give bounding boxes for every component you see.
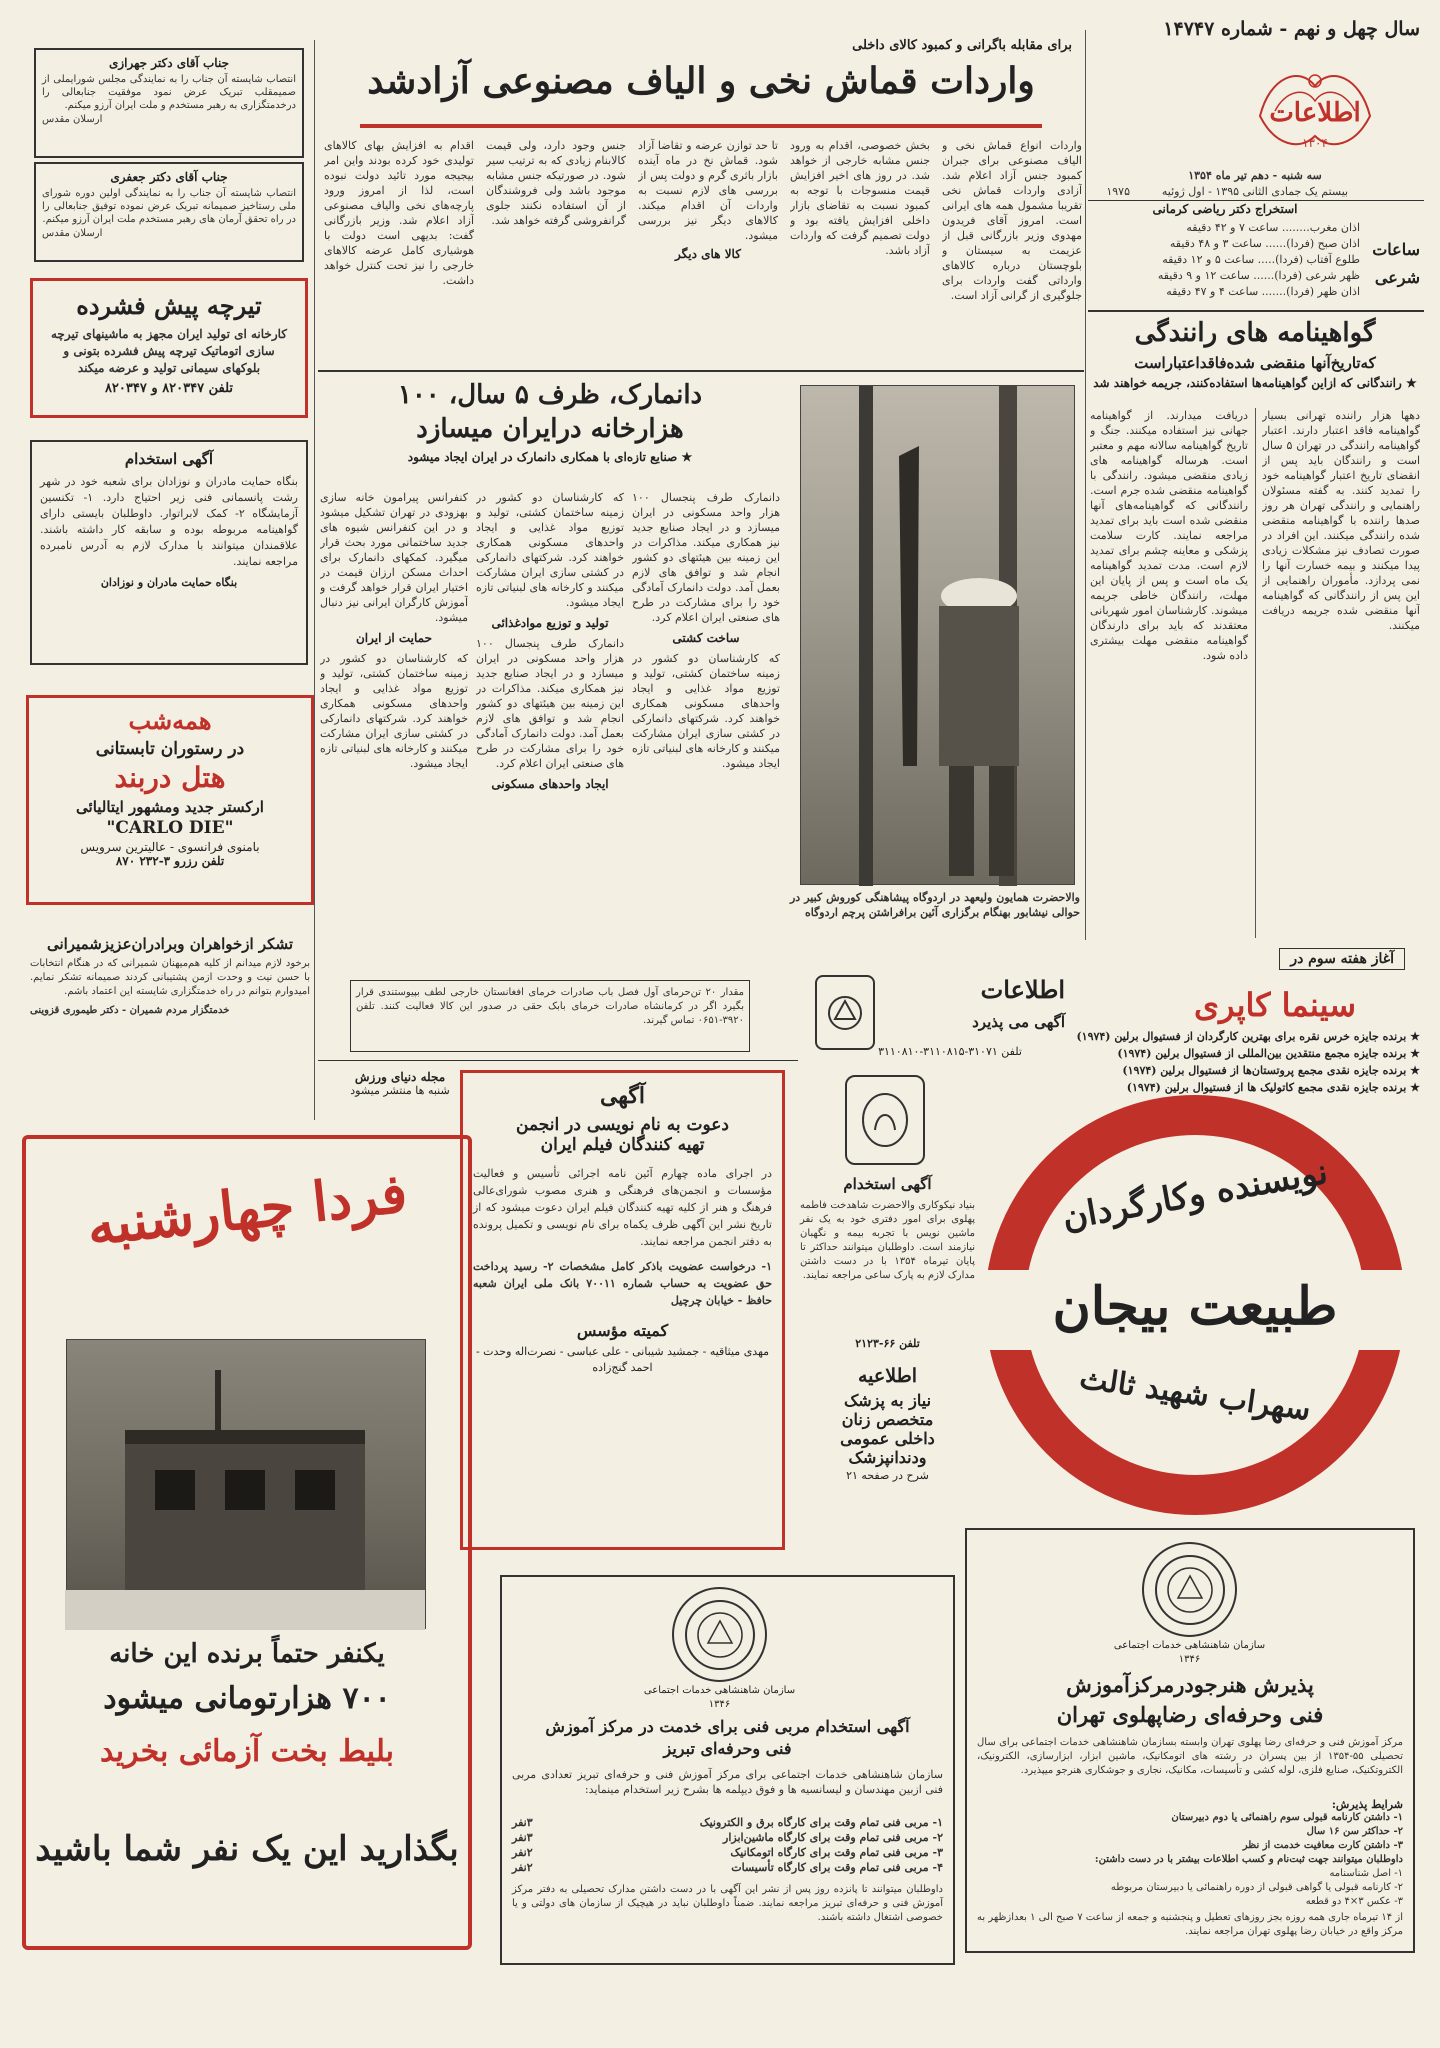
cinema-awards [1040, 1028, 1420, 1096]
licenses-subtitle-2: ★ رانندگانی که ازاین گواهینامه‌ها استفاده‌کنند، جریمه خواهند شد [1093, 376, 1417, 390]
licenses-col-1: دهها هزار راننده تهرانی بسیار گواهینامه فاقد اعتبار دارند. اعتبار گواهینامه رانندگی در تهران ۵ سال است و رانندگان باید پس از انقضای تاریخ اعتبار گواهینامه خود را تمدید کنند. به گفته مسئولان راهنمایی و رانندگی تهران هر روز صدها راننده با گواهینامه منقضی شده رانندگی میکنند. این افراد در صورت تصادف نیز مشکلات زیادی پیدا میکنند و بیمه خسارت آنها را نمی پردازد. مأموران راهنمایی از این پس از رانندگانی که گواهینامه آنها منقضی شده جریمه دریافت میکنند. [1262, 409, 1420, 632]
date-year: ۱۹۷۵ [1106, 185, 1130, 198]
hiring-ad-body: بنیاد نیکوکاری والاحضرت شاهدخت فاطمه پهلوی برای امور دفتری خود به یک نفر ماشین نویس با تجربه بیمه و نگهبان نیازمند است. داوطلبان میتوانند حداکثر تا پایان تیرماه ۱۳۵۴ با در دست داشتن مدارک لازم به پارک ساعی مراجعه نمایند. [800, 1200, 976, 1281]
flag-raising-photo-icon [799, 386, 1074, 886]
sport-note-title: مجله دنیای ورزش [354, 1070, 446, 1084]
tabriz-row-item: ۴- مربی فنی تمام وقت برای کارگاه تأسیسات [731, 1861, 943, 1874]
tabriz-row-count: ۲نفر [512, 1861, 533, 1874]
foundation-emblem-icon [857, 1090, 913, 1150]
tabriz-ad-org-year: ۱۳۴۶ [708, 1699, 731, 1710]
house-illustration-icon [65, 1340, 425, 1630]
denmark-subhead: ساخت کشتی [672, 631, 740, 645]
denmark-col: که کارشناسان دو کشور در زمینه ساختمان کشتی، تولید و توزیع مواد غذایی و ایجاد واحدهای مسکونی همکاری خواهند کرد. شرکتهای دانمارکی در کشتی سازی ایران مشارکت میکنند و کارخانه های لبنیاتی تازه ایجاد میشود. [632, 652, 780, 770]
doctor-ad-title: اطلاعیه [858, 1365, 917, 1387]
lead-col: اقدام به افزایش بهای کالاهای تولیدی خود کرده بودند واین امر بیجیجه مورد تائید دولت نبوده است، لذا از امروز ورود پارچه‌های نخی والیاف مصنوعی آزاد اعلام شد. وزیر بازرگانی گفت: بدیهی است دولت با هوشیاری کامل عرضه کالاهای خارجی را نیز تحت کنترل خواهد داشت. [324, 139, 474, 287]
film-ad-footer: کمیته مؤسس [576, 1321, 669, 1340]
daycare-ad [30, 440, 308, 665]
date-line-1: سه شنبه - دهم تیر ماه ۱۳۵۴ [1188, 169, 1322, 182]
lead-headline: واردات قماش نخی و الیاف مصنوعی آزادشد [367, 60, 1035, 102]
dates-export-note-text: مقدار ۲۰ تن‌حرمای آول فصل باب صادرات خرمای افغانستان خارجی لطف بپیوستندی قرار بگیرد اگر در کرمانشاه صادرات خرمای بابک حقی در صدور این کالا فعالیت کنند. تلفن ۳۹۲۰-۰۶۵۱ تماس گیرند. [356, 987, 744, 1026]
lead-kicker: برای مقابله باگرانی و کمبود کالای داخلی [852, 38, 1072, 53]
emblem-icon [825, 993, 865, 1033]
tabriz-ad-title-2: فنی وحرفه‌ای تبریز [663, 1739, 792, 1758]
restaurant-ad-line4: ارکستر جدید ومشهور ایتالیائی [76, 798, 264, 816]
tehran-ad-condition: ۱- اصل شناسنامه [1329, 1868, 1403, 1879]
stamp-bottom-text: سهراب شهید ثالث [1077, 1360, 1313, 1429]
lottery-line2: ۷۰۰ هزارتومانی میشود [103, 1681, 391, 1716]
tabriz-row-item: ۳- مربی فنی تمام وقت برای کارگاه اتومکانیک [730, 1846, 943, 1859]
cinema-tag: آغاز هفته سوم در [1279, 948, 1405, 970]
sport-note-body: شنبه ها منتشر میشود [350, 1084, 450, 1097]
tire-ad-title: تیرچه پیش فشرده [76, 291, 262, 320]
tabriz-ad-row [512, 1830, 943, 1845]
congrats-ad-title: جناب آقای دکتر جهرازی [108, 56, 230, 70]
film-ad-subtitle-2: تهیه کنندگان فیلم ایران [540, 1135, 705, 1155]
congrats-ad-signature: ارسلان مقدس [42, 228, 103, 239]
logo-year: ۱۳۰۴ [1302, 136, 1328, 150]
cinema-title: سینما کاپری [1193, 986, 1357, 1024]
tire-ad-body: کارخانه ای تولید ایران مجهز به ماشینهای تیرچه سازی اتوماتیک تیرچه پیش فشرده بتونی و بلوکهای سیمانی تولید و عرضه میکند [50, 327, 288, 375]
prayer-label-times: ساعات [1372, 240, 1420, 259]
lead-subhead: کالا های دیگر [675, 247, 741, 261]
prayer-row: اذان صبح (فردا)...... ساعت ۳ و ۴۸ دقیقه [1169, 237, 1360, 250]
thanks-ad-signature: خدمتگزار مردم شمیران - دکتر طیموری قزوینی [30, 1005, 230, 1016]
film-stamp [985, 1095, 1405, 1515]
congrats-ad-title: جناب آقای دکتر جعفری [110, 170, 228, 184]
tabriz-ad-intro: سازمان شاهنشاهی خدمات اجتماعی برای مرکز آموزش فنی و حرفه‌ای تبریز تعدادی مربی فنی ازبین مهندسان و لیسانسیه ها و فوق دیپلمه ها بشرح زیر استخدام مینماید: [512, 1768, 943, 1796]
tehran-ad-org: سازمان شاهنشاهی خدمات اجتماعی [1113, 1640, 1266, 1651]
tehran-ad-intro: مرکز آموزش فنی و حرفه‌ای رضا پهلوی تهران وابسته بسازمان شاهنشاهی خدمات اجتماعی برای سال تحصیلی ۵۵-۱۳۵۴ از بین پسران در رشته های اتومکانیک، ماشین ابزار، ابزارسازی، الکترونیک، الکتروتکنیک، صنایع فلزی، لوله کشی و تأسیسات، مکانیک، نجاری و جوشکاری هنرجو میپذیرد. [977, 1737, 1403, 1776]
date-line-2: بیستم یک جمادی الثانی ۱۳۹۵ - اول ژوئیه [1161, 185, 1349, 198]
dates-export-note [350, 980, 750, 1052]
headline-underline [360, 124, 1042, 128]
licenses-subtitle-1: که‌تاریخ‌آنها منقضی شده‌فاقداعتباراست [1134, 354, 1376, 372]
tabriz-row-item: ۲- مربی فنی تمام وقت برای کارگاه ماشین‌ابزار [723, 1831, 943, 1844]
cinema-award: ★ برنده جایزه نقدی مجمع پروتستان‌ها از فستیوال برلین (۱۹۷۴) [1122, 1064, 1420, 1077]
denmark-subhead: تولید و توزیع موادغذائی [491, 616, 609, 630]
doctor-ad-line5: شرح در صفحه ۲۱ [846, 1469, 929, 1482]
tehran-ad-condition: ۳- داشتن کارت معافیت خدمت از نظر [1242, 1840, 1403, 1851]
hiring-ad [800, 1075, 975, 1355]
congrats-ad-1 [34, 48, 304, 158]
film-ad-conditions: ۱- درخواست عضویت باذکر کامل مشخصات ۲- رسید پرداخت حق عضویت به حساب شماره ۷۰۰۱۱ بانک ملی ایران شعبه حافظ - خیابان چرچیل [473, 1260, 772, 1307]
thanks-ad [30, 935, 310, 1100]
denmark-subtitle: ★ صنایع تازه‌ای با همکاری دانمارک در ایران ایجاد میشود [407, 450, 693, 464]
denmark-subhead: حمایت از ایران [355, 631, 433, 645]
tehran-ad-condition: ۱- داشتن کارنامه قبولی سوم راهنمائی یا دوم دبیرستان [1171, 1812, 1403, 1823]
denmark-col: کنفرانس پیرامون خانه سازی بهزودی در تهران تشکیل میشود و در این کنفرانس شیوه های جدید ساختمانی مورد بحث قرار میگیرد. کمکهای دانمارک برای احداث مسکن ارزان قیمت در اختیار ایران قرار خواهد گرفت و آموزش کارگران ایرانی نیز دنبال میشود. [320, 491, 468, 624]
stamp-main-text: طبیعت بیجان [1052, 1276, 1338, 1337]
crown-prince-photo [800, 385, 1075, 885]
prayer-row: اذان ظهر (فردا)....... ساعت ۴ و ۴۷ دقیقه [1166, 285, 1360, 298]
hiring-ad-emblem [845, 1075, 925, 1165]
denmark-col: که کارشناسان دو کشور در زمینه ساختمان کشتی، تولید و توزیع مواد غذایی و ایجاد واحدهای مسکونی همکاری خواهند کرد. شرکتهای دانمارکی در کشتی سازی ایران مشارکت میکنند و کارخانه های لبنیاتی تازه ایجاد میشود. [320, 652, 468, 770]
cinema-award: ★ برنده جایزه نقدی مجمع کاتولیک ها از فستیوال برلین (۱۹۷۴) [1126, 1081, 1420, 1094]
tehran-ad-conditions-title: شرایط پذیرش: [1331, 1798, 1403, 1811]
lead-col: جنس وجود دارد، ولی قیمت کالابنام زیادی که به ترتیب سیر شود. در صورتیکه جنس مشابه موجود باشد ولی فروشندگان از آن استفاده نکنند جلوی گرانفروشی گرفته خواهد شد. [486, 139, 626, 227]
tabriz-ad-footer: داوطلبان میتوانند تا پانزده روز پس از نشر این آگهی با در دست داشتن مدارک تحصیلی به دفتر مرکز آموزش فنی و حرفه‌ای تبریز مراجعه نمایند. ضمناً داوطلبان نباید در هیچیک از سازمان های دولتی و یا خصوصی اشتغال داشته باشند. [512, 1884, 943, 1923]
prayer-heading: استخراج دکتر رياضی کرمانی [1152, 202, 1298, 216]
doctor-ad-line2: متخصص زنان [841, 1410, 934, 1429]
congrats-ad-signature: ارسلان مقدس [42, 114, 103, 125]
tehran-ad-condition: ۲- کارنامه قبولی یا گواهی قبولی از دوره راهنمائی یا دبیرستان مربوطه [1110, 1882, 1403, 1893]
restaurant-ad-line2: در رستوران تابستانی [95, 739, 245, 759]
denmark-story [320, 378, 780, 1018]
lottery-line1: یکنفر حتماً برنده این خانه [109, 1639, 385, 1669]
logo-title: اطلاعات [1269, 98, 1361, 128]
photo-caption: والاحضرت همایون ولیعهد در اردوگاه پیشاهنگی کوروش کبیر در حوالی نیشابور بهنگام برگزاری آئین برافراشتن پرچم اردوگاه [790, 891, 1080, 919]
sport-note [335, 1070, 465, 1120]
lottery-house-photo [66, 1339, 426, 1629]
cinema-award: ★ برنده جایزه خرس نقره برای بهترین کارگردان از فستیوال برلین (۱۹۷۴) [1076, 1030, 1420, 1043]
congrats-ad-2 [34, 162, 304, 262]
tabriz-ad-title-1: آگهی استخدام مربی فنی برای خدمت در مرکز آموزش [545, 1717, 910, 1736]
denmark-subhead: ایجاد واحدهای مسکونی [491, 777, 609, 791]
ettelaat-ad-title: اطلاعات [980, 975, 1065, 1004]
restaurant-ad-line6: بامنوی فرانسوی - عالیترین سرویس [80, 840, 260, 854]
film-ad-names: مهدی میثاقیه - جمشید شیبانی - علی عباسی - نصرت‌اله وحدت - احمد گنج‌زاده [475, 1345, 770, 1374]
restaurant-ad [26, 695, 314, 905]
tabriz-row-count: ۳نفر [512, 1831, 533, 1844]
tabriz-ad-table [512, 1815, 943, 1875]
ettelaat-emblem [815, 975, 875, 1050]
film-ad-subtitle-1: دعوت به نام نویسی در انجمن [516, 1115, 729, 1135]
social-services-emblem-icon [1150, 1550, 1230, 1630]
stamp-top-text: نویسنده وکارگردان [1059, 1151, 1331, 1239]
tire-ad-phone: تلفن ۸۲۰۳۴۷ و ۸۲۰۳۴۷ [104, 381, 234, 396]
tabriz-ad-row [512, 1845, 943, 1860]
denmark-col: که کارشناسان دو کشور در زمینه ساختمان کشتی، تولید و توزیع مواد غذایی و ایجاد واحدهای مسکونی همکاری خواهند کرد. شرکتهای دانمارکی در کشتی سازی ایران مشارکت میکنند و کارخانه های لبنیاتی تازه ایجاد میشود. [476, 491, 624, 609]
film-association-ad [460, 1070, 785, 1550]
tehran-ad-condition: داوطلبان میتوانند جهت ثبت‌نام و کسب اطلاعات بیشتر با در دست داشتن: [1094, 1854, 1403, 1865]
doctor-ad [800, 1365, 975, 1550]
tabriz-ad-row [512, 1815, 943, 1830]
daycare-ad-body: بنگاه حمایت مادران و نوزادان برای شعبه خود در شهر رشت پانسمانی فنی زیر احتیاج دارد. ۱- تکنسین آزمایشگاه ۲- کمک لابراتوار. داوطلبان بایستی دارای گواهینامه مربوطه بوده و سابقه کار داشته باشند. علاقمندان میتوانند با مدارک لازم به آدرس نامبرده مراجعه نمایند. [40, 475, 298, 568]
tehran-ad-title-1: پذیرش هنرجودرمرکزآموزش [1066, 1672, 1314, 1697]
licenses-col-2: دریافت میدارند. از گواهینامه جهانی نیز استفاده میکنند. جنگ و تاریخ گواهینامه سالانه مهم و معتبر است. هرساله گواهینامه های زیادی منقضی میشود. رانندگی با گواهینامه منقضی شده جرم است. رانندگانی که گواهینامه‌های آنها منقضی شده است باید برای تمدید مراجعه نمایند. کارت سلامت پزشکی و معاینه چشم برای تمدید لازم است. مدت تمدید گواهینامه یک ماه است و پس از پایان این مهلت، رانندگان خاطی جریمه میشوند. کارشناسان امور شهربانی معتقدند که باید برای دارندگان گواهینامه منقضی مهلت بیشتری داده شود. [1090, 409, 1248, 662]
issue-line: سال چهل و نهم - شماره ۱۴۷۴۷ [1163, 18, 1420, 40]
lottery-line3: بلیط بخت آزمائی بخرید [99, 1734, 395, 1769]
thanks-ad-body: برخود لازم میدانم از کلیه هم‌میهنان شمیرانی که در هنگام انتخابات با حسن نیت و وحدت ازمن پشتیبانی کردند صمیمانه تشکر نمایم. امیدوارم بتوانم در راه خدمتگزاری شایسته این اعتماد باشم. [30, 958, 310, 997]
daycare-ad-signature: بنگاه حمایت مادران و نوزادان [100, 576, 238, 589]
denmark-headline-2: هزارخانه درایران میسازد [416, 414, 684, 444]
tehran-ad-emblem [1142, 1542, 1237, 1637]
prayer-row: طلوع آفتاب (فردا)..... ساعت ۵ و ۱۲ دقیقه [1162, 253, 1360, 266]
doctor-ad-line1: نیاز به پزشک [843, 1391, 932, 1410]
lead-col: بخش خصوصی، اقدام به ورود جنس مشابه خارجی از خواهد شد. در روز های اخیر افزایش قیمت منسوجات با توجه به کمبود نسبت به تقاضای بازار داخلی افزایش یافته بود و دولت تصمیم گرفت که واردات آزاد باشد. [790, 139, 930, 257]
restaurant-ad-line1: همه‌شب [128, 706, 212, 735]
lead-col: تا حد توازن عرضه و تقاضا آزاد شود. قماش نخ در ماه آینده بازار باثری گرم و دولت پس از بررسی های لازم نسبت به واردات آن اقدام میکند. کالاهای دیگر نیز بررسی میشود. [638, 139, 778, 242]
tehran-ad-footer: از ۱۴ تیرماه جاری همه روزه بجز روزهای تعطیل و پنجشنبه و جمعه از ساعت ۷ صبح الی ۱ بعدازظهر به مرکز واقع در خیابان رضا پهلوی تهران مراجعه نمایند. [977, 1912, 1403, 1937]
lottery-line4: بگذارید این یک نفر شما باشید [35, 1829, 459, 1869]
lead-col: واردات انواع قماش نخی و الیاف مصنوعی برای جبران کمبود جنس آزاد اعلام شد. آزادی واردات قماش نخی تقریبا مشمول همه های ایرانی است. امروز آقای فریدون مهدوی وزیر بازرگانی قبل از عزیمت به سیستان و بلوچستان درباره کالاهای وارداتی گفت واردات برای جلوگیری از گرانی آزاد است. [942, 139, 1082, 302]
congrats-ad-body: انتصاب شایسته آن جناب را به نمایندگی اولین دوره شورای ملی رستاخیز صمیمانه تبریک عرض نموده توفیق جنابعالی را در راه تحقق آرمان های رهبر مستخدم ملت ایران آرزو میکنم. [42, 188, 296, 225]
ettelaat-ad-line1: آگهی می پذیرد [972, 1013, 1065, 1031]
cinema-award: ★ برنده جایزه مجمع منتقدین بین‌المللی از فستیوال برلین (۱۹۷۴) [1117, 1047, 1420, 1060]
licenses-story [1090, 318, 1420, 948]
tabriz-ad-emblem [672, 1587, 767, 1682]
ettelaat-ad-phone: تلفن ۳۱۰۷۱-۳۱۱۰۸۱۵-۳۱۱۰۸۱۰ [878, 1045, 1022, 1058]
tabriz-ad [500, 1575, 955, 1965]
denmark-col: دانمارک طرف پنجسال ۱۰۰ هزار واحد مسکونی در ایران میسازد و در ایجاد صنایع جدید نیز همکاری میکند. مذاکرات در این زمینه بین هیئتهای دو کشور انجام شد و توافق های لازم بعمل آمد. دولت دانمارک آمادگی خود را برای مشارکت در طرح های صنعتی ایران اعلام کرد. [632, 491, 780, 624]
lottery-ad-title: فردا چهارشنبه [84, 1160, 410, 1258]
prayer-label-religious: شرعی [1374, 268, 1420, 287]
congrats-ad-body: انتصاب شایسته آن جناب را به نمایندگی مجلس شورایملی از صمیمقلب تبریک عرض نمود موفقیت جنابعالی را درخدمتگزاری به رهبر مستخدم و ملت ایران آرزو میکنم. [42, 74, 296, 111]
tire-ad [30, 278, 308, 418]
denmark-headline-1: دانمارک، ظرف ۵ سال، ۱۰۰ [397, 380, 703, 410]
social-services-emblem-icon [680, 1595, 760, 1675]
licenses-headline: گواهینامه های رانندگی [1134, 318, 1376, 348]
tehran-ad-condition: ۳- عکس ۳×۴ دو قطعه [1305, 1896, 1403, 1907]
tabriz-ad-org: سازمان شاهنشاهی خدمات اجتماعی [643, 1685, 796, 1696]
film-ad-title: آگهی [599, 1083, 646, 1109]
restaurant-ad-line5: "CARLO DIE" [106, 818, 234, 838]
tabriz-row-count: ۳نفر [512, 1816, 533, 1829]
doctor-ad-line4: ودندانپزشک [848, 1448, 927, 1467]
prayer-times [1090, 202, 1420, 307]
newspaper-logo [1240, 56, 1390, 166]
lead-story [320, 38, 1082, 368]
denmark-col: دانمارک طرف پنجسال ۱۰۰ هزار واحد مسکونی در ایران میسازد و در ایجاد صنایع جدید نیز همکاری میکند. مذاکرات در این زمینه بین هیئتهای دو کشور انجام شد و توافق های لازم بعمل آمد. دولت دانمارک آمادگی خود را برای مشارکت در طرح های صنعتی ایران اعلام کرد. [476, 637, 624, 770]
hiring-ad-phone: تلفن ۶۶-۲۱۲۳ [855, 1337, 920, 1350]
hiring-ad-title: آگهی استخدام [843, 1175, 932, 1193]
prayer-row: اذان مغرب........ ساعت ۷ و ۴۲ دقیقه [1186, 221, 1360, 234]
tabriz-ad-row [512, 1860, 943, 1875]
doctor-ad-line3: داخلی عمومی [840, 1429, 935, 1448]
thanks-ad-title: تشکر ازخواهران وبرادران‌عزیزشمیرانی [46, 935, 294, 953]
restaurant-ad-line3: هتل دربند [114, 761, 226, 794]
tehran-ad-org-year: ۱۳۴۶ [1178, 1654, 1201, 1665]
tehran-ad-title-2: فنی وحرفه‌ای رضاپهلوی تهران [1056, 1702, 1324, 1727]
prayer-row: ظهر شرعی (فردا)...... ساعت ۱۲ و ۹ دقیقه [1157, 269, 1360, 282]
tabriz-row-count: ۲نفر [512, 1846, 533, 1859]
lottery-ad [22, 1135, 472, 1950]
restaurant-ad-line7: تلفن رزرو ۳-۲۳۲ ۸۷۰ [115, 854, 225, 868]
tehran-ad [965, 1528, 1415, 1953]
tehran-ad-condition: ۲- حداکثر سن ۱۶ سال [1306, 1826, 1403, 1837]
tabriz-row-item: ۱- مربی فنی تمام وقت برای کارگاه برق و الکترونیک [699, 1816, 943, 1829]
daycare-ad-title: آگهی استخدام [124, 450, 214, 468]
film-ad-body: در اجرای ماده چهارم آئین نامه اجرائی تأسیس و فعالیت مؤسسات و انجمن‌های فرهنگی و هنری مصوب شورای‌عالی فرهنگ و هنر از کلیه تهیه کنندگان فیلم ایران دعوت میشود که از تاریخ نشر این آگهی ظرف یکماه برای نام نویسی و تکمیل پرونده به دفتر انجمن مراجعه نمایند. [473, 1167, 772, 1248]
